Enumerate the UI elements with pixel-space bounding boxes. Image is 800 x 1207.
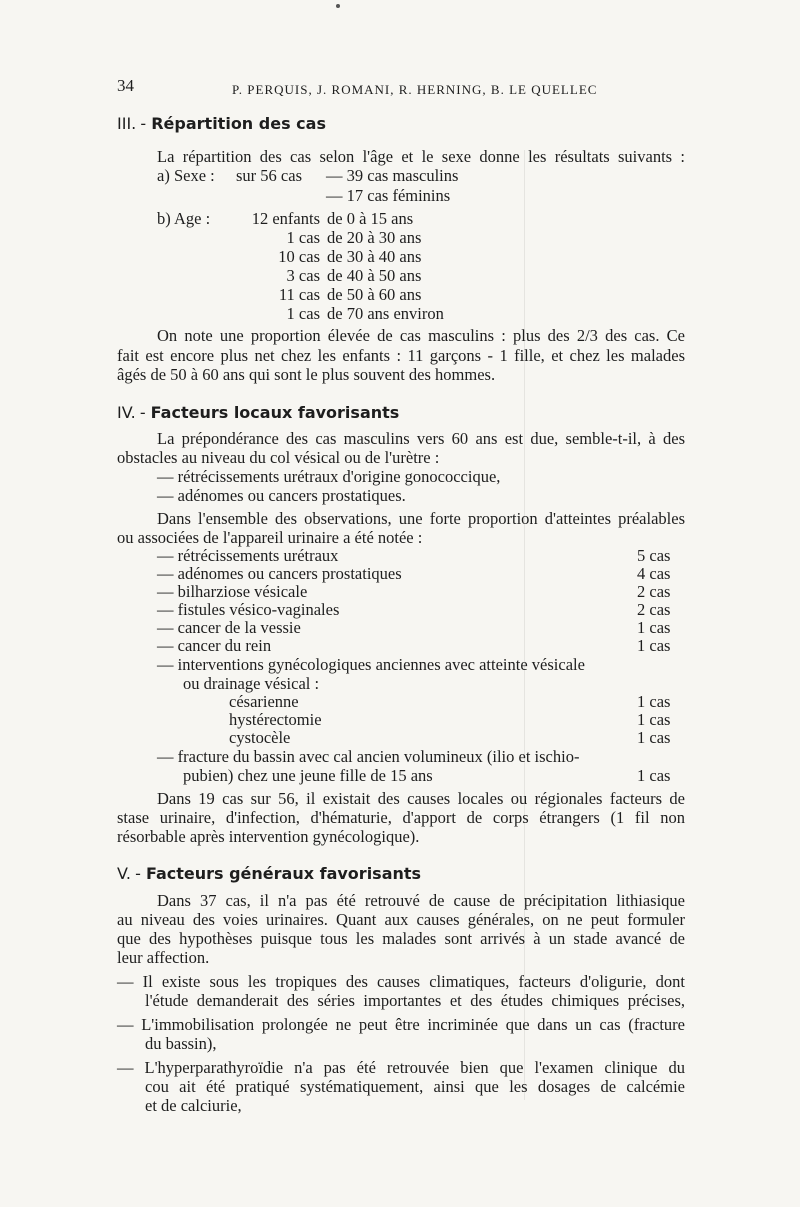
age-count: 1 cas xyxy=(286,228,320,247)
section-5-p1-line: Dans 37 cas, il n'a pas été retrouvé de cause de précipitation lithiasique xyxy=(157,891,685,910)
list-item-label: — adénomes ou cancers prostatiques xyxy=(157,564,402,583)
section-5-p1-line: au niveau des voies urinaires. Quant aux causes générales, on ne peut formuler xyxy=(117,910,685,929)
gyn-item-label: hystérectomie xyxy=(229,710,322,729)
age-range: de 20 à 30 ans xyxy=(327,228,422,247)
age-range: de 70 ans environ xyxy=(327,304,444,323)
section-5-bullet-line: l'étude demanderait des séries importantes et des études chimiques précises, xyxy=(145,991,685,1010)
list-item-count: 5 cas xyxy=(637,546,671,565)
section-3-title: Répartition des cas xyxy=(151,114,326,133)
list-item-label: — rétrécissements urétraux xyxy=(157,546,339,565)
list-item-count: 2 cas xyxy=(637,600,671,619)
list-item-label: — bilharziose vésicale xyxy=(157,582,308,601)
age-range: de 40 à 50 ans xyxy=(327,266,422,285)
section-4-p3-line: résorbable après intervention gynécologique). xyxy=(117,827,420,846)
section-4-p2-line: Dans l'ensemble des observations, une forte proportion d'atteintes préalables xyxy=(157,509,685,528)
fracture-line: pubien) chez une jeune fille de 15 ans xyxy=(183,766,433,785)
section-5-number: V. xyxy=(117,864,131,883)
section-3-note-line: âgés de 50 à 60 ans qui sont le plus souvent des hommes. xyxy=(117,365,496,384)
section-5-p1-line: leur affection. xyxy=(117,948,210,967)
age-count: 3 cas xyxy=(286,266,320,285)
section-5-bullet-line: — Il existe sous les tropiques des causes climatiques, facteurs d'oligurie, dont xyxy=(117,972,685,991)
page-crease xyxy=(524,150,525,1100)
list-item-count: 1 cas xyxy=(637,636,671,655)
age-label: b) Age : xyxy=(157,209,211,228)
section-4-p1-item: — adénomes ou cancers prostatiques. xyxy=(157,486,406,505)
print-speck xyxy=(336,4,340,8)
fracture-line: — fracture du bassin avec cal ancien volumineux (ilio et ischio- xyxy=(157,747,580,766)
section-5-title: Facteurs généraux favorisants xyxy=(145,864,422,883)
section-4-title: Facteurs locaux favorisants xyxy=(150,403,400,422)
section-5-bullet-line: — L'hyperparathyroïdie n'a pas été retrouvée bien que l'examen clinique du xyxy=(117,1058,685,1077)
gyn-item-label: cystocèle xyxy=(229,728,291,747)
section-3-heading: III. - Répartition des cas xyxy=(117,114,326,133)
section-4-p2-line: ou associées de l'appareil urinaire a été notée : xyxy=(117,528,423,547)
list-item-count: 1 cas xyxy=(637,618,671,637)
section-4-p3-line: stase urinaire, d'infection, d'hématurie, d'apport de corps étrangers (1 fil non xyxy=(117,808,685,827)
fracture-count: 1 cas xyxy=(637,766,671,785)
gyn-item-count: 1 cas xyxy=(637,710,671,729)
section-3-number: III. xyxy=(117,114,137,133)
list-item-label: — cancer de la vessie xyxy=(157,618,301,637)
sexe-total: sur 56 cas xyxy=(236,166,302,185)
section-5-bullet-line: du bassin), xyxy=(145,1034,217,1053)
list-item-label: — cancer du rein xyxy=(157,636,272,655)
sexe-row: — 17 cas féminins xyxy=(326,186,451,205)
list-item-count: 2 cas xyxy=(637,582,671,601)
gyn-line: — interventions gynécologiques anciennes avec atteinte vésicale xyxy=(157,655,585,674)
list-item-count: 4 cas xyxy=(637,564,671,583)
age-count: 11 cas xyxy=(278,285,320,304)
running-header: P. PERQUIS, J. ROMANI, R. HERNING, B. LE QUELLEC xyxy=(232,82,598,97)
section-5-p1-line: que des hypothèses puisque tous les malades sont arrivés à un stade avancé de xyxy=(117,929,685,948)
section-5-bullet-line: cou ait été pratiqué systématiquement, ainsi que les dosages de calcémie xyxy=(145,1077,685,1096)
section-4-p1-item: — rétrécissements urétraux d'origine gonococcique, xyxy=(157,467,501,486)
section-3-intro: La répartition des cas selon l'âge et le sexe donne les résultats suivants : xyxy=(157,147,685,166)
section-3-note-line: fait est encore plus net chez les enfants : 11 garçons - 1 fille, et chez les malades xyxy=(117,346,685,365)
section-3-note-line: On note une proportion élevée de cas masculins : plus des 2/3 des cas. Ce xyxy=(157,326,685,345)
section-4-p3-line: Dans 19 cas sur 56, il existait des causes locales ou régionales facteurs de xyxy=(157,789,685,808)
section-5-bullet-line: — L'immobilisation prolongée ne peut être incriminée que dans un cas (fracture xyxy=(117,1015,685,1034)
age-count: 1 cas xyxy=(286,304,320,323)
age-range: de 30 à 40 ans xyxy=(327,247,422,266)
section-5-bullet-line: et de calciurie, xyxy=(145,1096,242,1115)
gyn-item-count: 1 cas xyxy=(637,692,671,711)
section-4-p1-line: La prépondérance des cas masculins vers 60 ans est due, semble-t-il, à des xyxy=(157,429,685,448)
list-item-label: — fistules vésico-vaginales xyxy=(157,600,340,619)
age-range: de 50 à 60 ans xyxy=(327,285,422,304)
page-number: 34 xyxy=(117,76,134,95)
age-count: 10 cas xyxy=(278,247,320,266)
gyn-item-count: 1 cas xyxy=(637,728,671,747)
section-5-heading: V. - Facteurs généraux favorisants xyxy=(117,864,422,883)
age-count: 12 enfants xyxy=(251,209,320,228)
sexe-label: a) Sexe : xyxy=(157,166,215,185)
section-4-p1-line: obstacles au niveau du col vésical ou de l'urètre : xyxy=(117,448,440,467)
age-range: de 0 à 15 ans xyxy=(327,209,414,228)
section-4-number: IV. xyxy=(117,403,136,422)
sexe-row: — 39 cas masculins xyxy=(326,166,459,185)
gyn-item-label: césarienne xyxy=(229,692,299,711)
gyn-line: ou drainage vésical : xyxy=(183,674,320,693)
section-4-heading: IV. - Facteurs locaux favorisants xyxy=(117,403,400,422)
